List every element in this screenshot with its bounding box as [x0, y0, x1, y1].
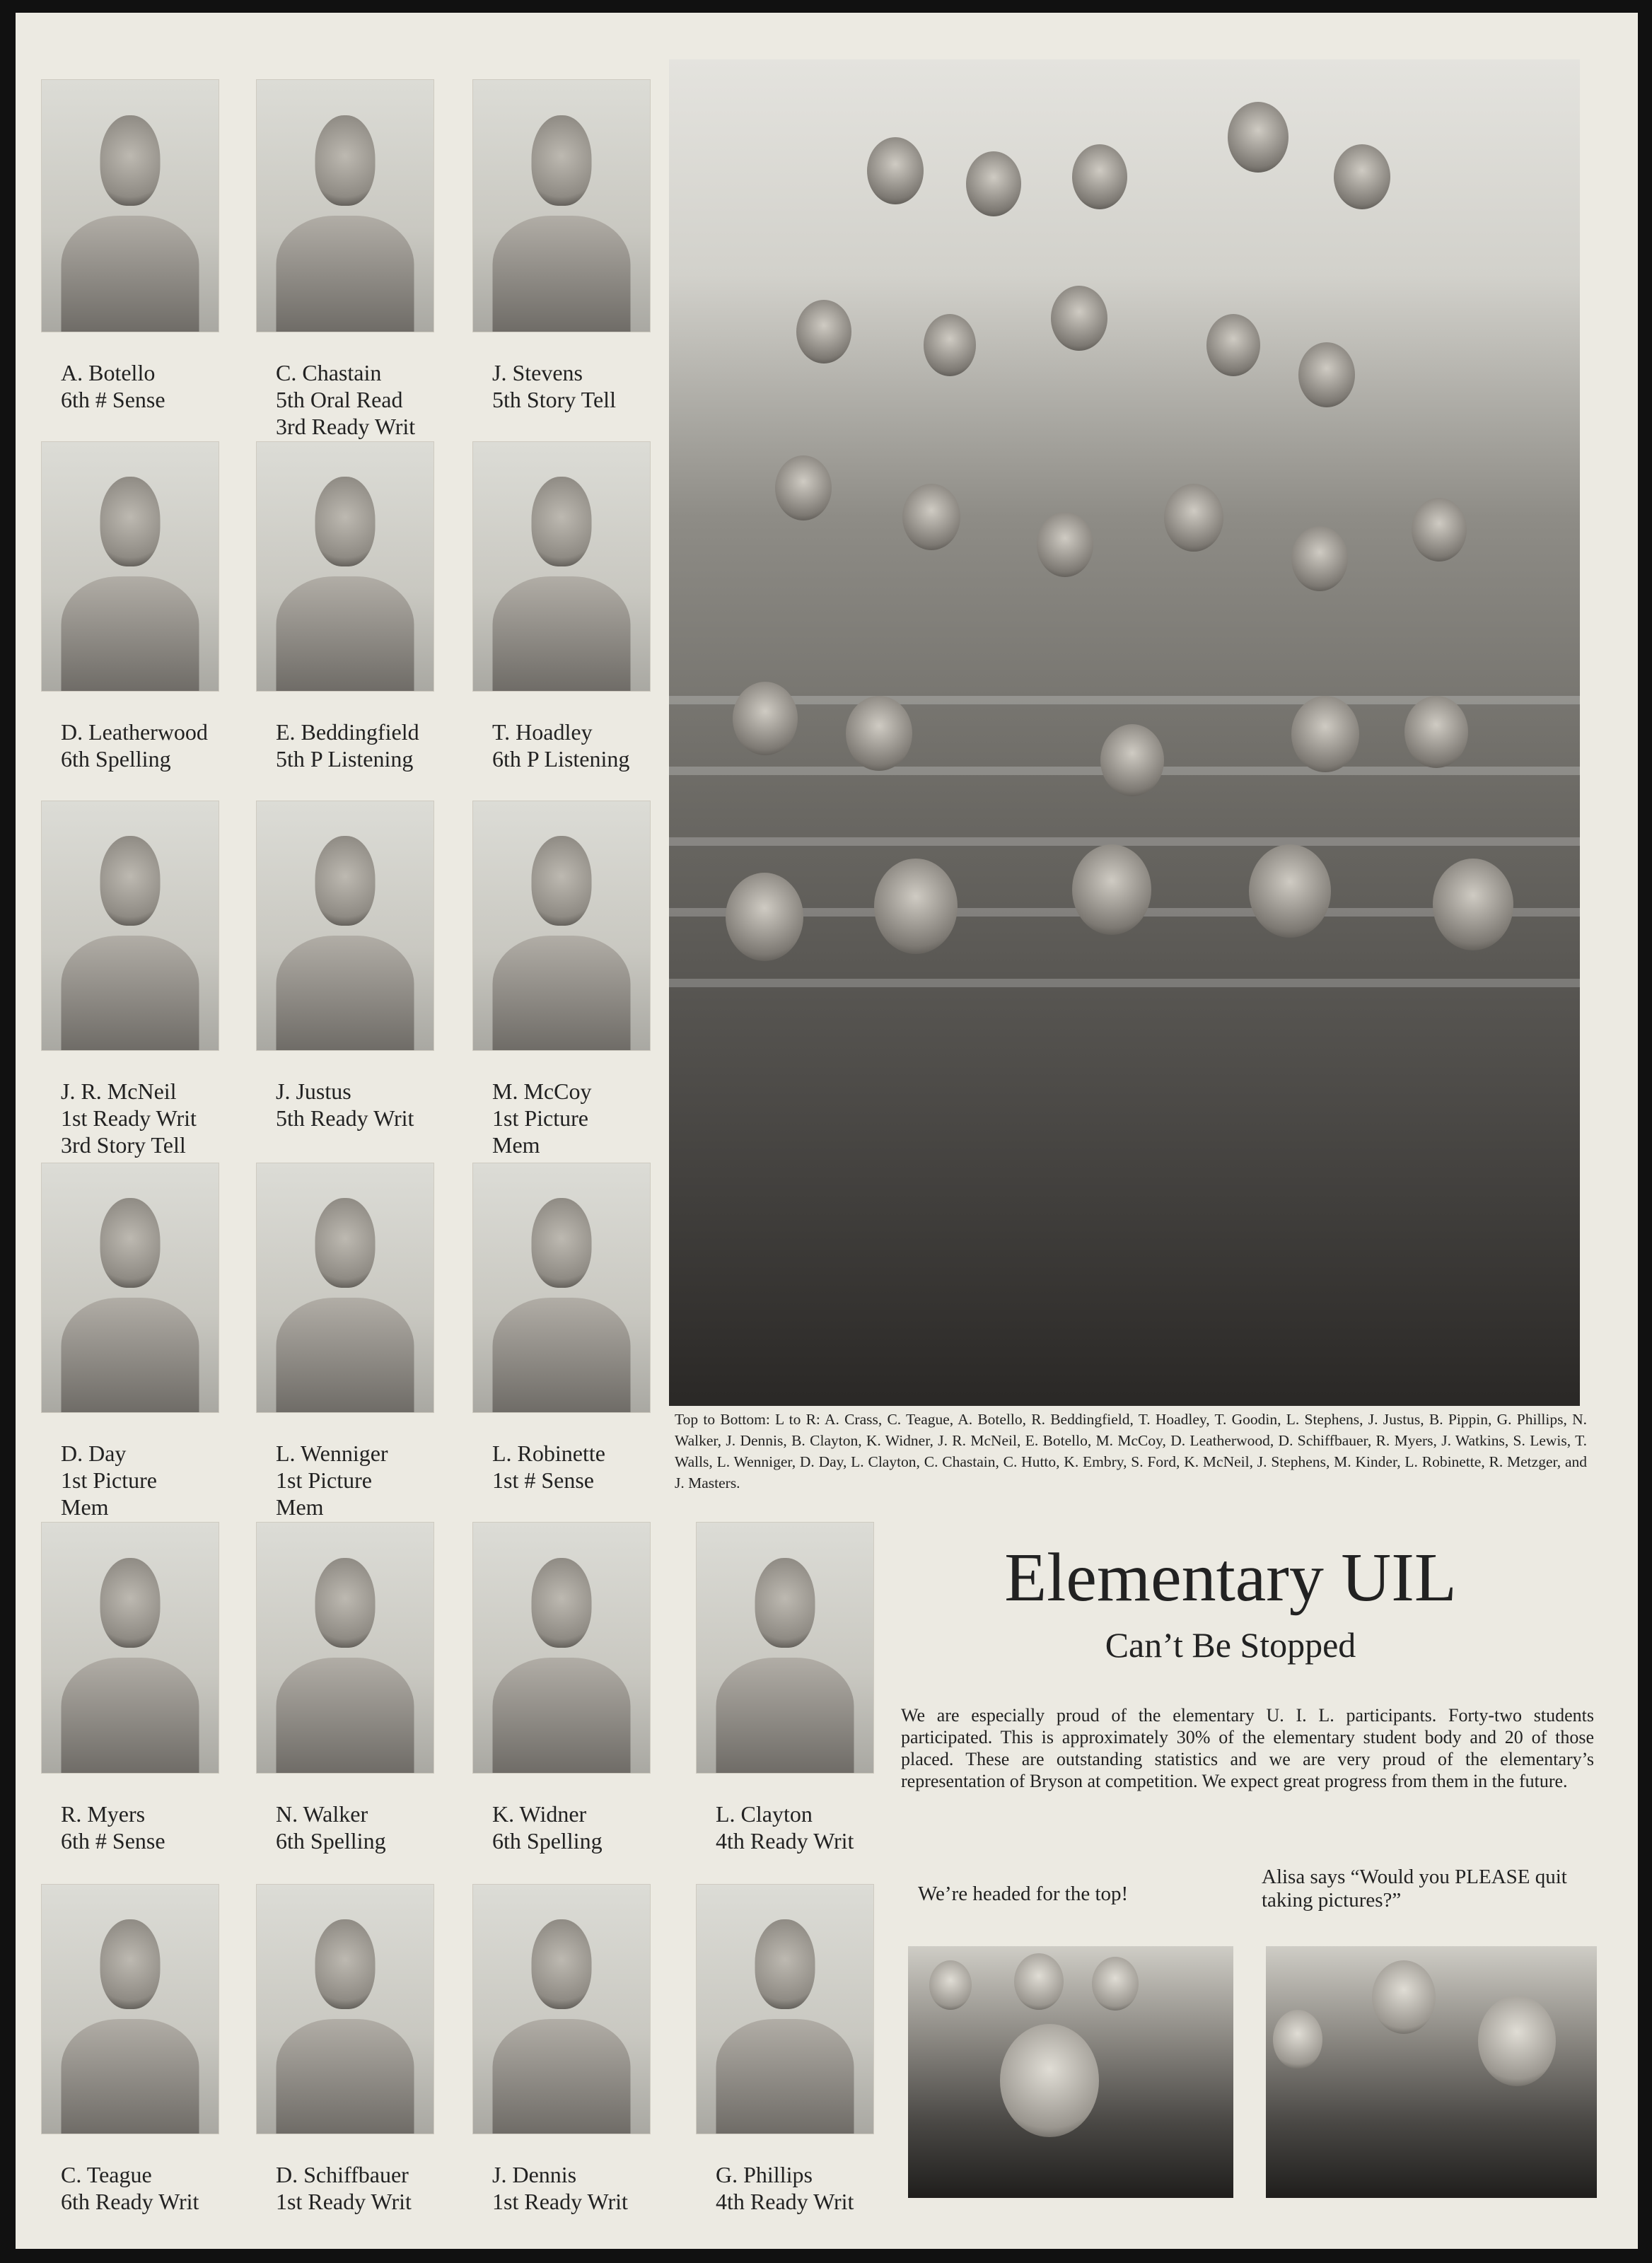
event-placement: Mem: [61, 1494, 109, 1520]
snapshot-caption: Alisa says “Would you PLEASE quit taking pictures?”: [1262, 1866, 1567, 1912]
portrait-body: [493, 1298, 631, 1412]
student-face: [924, 314, 976, 376]
portrait-head: [532, 477, 592, 566]
student-name: D. Day: [61, 1441, 127, 1466]
student-face: [1334, 144, 1390, 209]
student-name: K. Widner: [492, 1801, 587, 1827]
portrait-caption-r-myers: [61, 1800, 165, 1854]
portrait-body: [62, 936, 199, 1050]
event-placement: 6th # Sense: [61, 387, 165, 412]
student-face: [1014, 1953, 1064, 2010]
portrait-photo-j-justus: [256, 801, 434, 1051]
portrait-head: [532, 836, 592, 926]
event-placement: 5th P Listening: [276, 746, 414, 772]
portrait-caption-j-r-mcneil: [61, 1078, 197, 1158]
student-name: L. Robinette: [492, 1441, 605, 1466]
portrait-body: [62, 576, 199, 691]
student-face: [874, 859, 958, 954]
portrait-photo-j-r-mcneil: [41, 801, 219, 1051]
student-face: [867, 137, 924, 204]
event-placement: 6th Spelling: [492, 1828, 603, 1854]
student-face: [1037, 512, 1093, 577]
event-placement: 5th Story Tell: [492, 387, 616, 412]
student-face: [1404, 696, 1468, 768]
student-name: E. Beddingfield: [276, 719, 419, 745]
portrait-head: [755, 1558, 815, 1648]
portrait-photo-m-mccoy: [472, 801, 651, 1051]
event-placement: Mem: [492, 1132, 540, 1158]
event-placement: 6th P Listening: [492, 746, 630, 772]
student-face: [1228, 102, 1289, 173]
portrait-photo-l-robinette: [472, 1163, 651, 1413]
portrait-head: [315, 115, 376, 206]
event-placement: 1st # Sense: [492, 1467, 594, 1493]
student-name: J. Justus: [276, 1078, 351, 1104]
event-placement: 1st Ready Writ: [492, 2189, 628, 2214]
student-face: [1000, 2024, 1099, 2137]
portrait-body: [277, 1298, 414, 1412]
portrait-head: [532, 115, 592, 206]
portrait-photo-c-teague: [41, 1884, 219, 2134]
student-face: [796, 300, 851, 363]
event-placement: 1st Picture: [492, 1105, 588, 1131]
portrait-caption-j-justus: [276, 1078, 414, 1132]
event-placement: 6th Spelling: [276, 1828, 386, 1854]
portrait-photo-c-chastain: [256, 79, 434, 332]
student-face: [846, 696, 912, 771]
portrait-head: [532, 1558, 592, 1648]
event-placement: 6th # Sense: [61, 1828, 165, 1854]
portrait-body: [493, 936, 631, 1050]
portrait-photo-l-wenniger: [256, 1163, 434, 1413]
student-face: [1051, 286, 1107, 351]
portrait-body: [277, 216, 414, 332]
portrait-head: [100, 1558, 161, 1648]
portrait-body: [277, 1658, 414, 1773]
portrait-head: [532, 1198, 592, 1288]
article-subhead: Can’t Be Stopped: [1105, 1625, 1356, 1665]
portrait-head: [100, 477, 161, 566]
portrait-head: [100, 1919, 161, 2009]
portrait-head: [532, 1919, 592, 2009]
portrait-body: [493, 2019, 631, 2134]
student-face: [726, 873, 803, 961]
student-face: [1100, 724, 1164, 796]
portrait-caption-l-robinette: [492, 1440, 605, 1494]
student-name: D. Leatherwood: [61, 719, 208, 745]
portrait-caption-t-hoadley: [492, 719, 629, 772]
event-placement: 1st Picture: [61, 1467, 157, 1493]
student-face: [1372, 1960, 1436, 2034]
portrait-caption-j-stevens: [492, 359, 616, 413]
student-name: G. Phillips: [716, 2162, 813, 2187]
portrait-photo-j-stevens: [472, 79, 651, 332]
portrait-body: [62, 2019, 199, 2134]
student-name: N. Walker: [276, 1801, 368, 1827]
student-name: L. Clayton: [716, 1801, 813, 1827]
portrait-body: [493, 576, 631, 691]
group-photo: [669, 59, 1580, 1406]
event-placement: 1st Ready Writ: [276, 2189, 412, 2214]
portrait-caption-d-schiffbauer: [276, 2161, 412, 2215]
student-face: [1478, 1996, 1556, 2086]
snapshot-caption: We’re headed for the top!: [918, 1883, 1129, 1905]
bleacher-step: [669, 979, 1580, 987]
student-face: [1273, 2010, 1322, 2069]
event-placement: 3rd Story Tell: [61, 1132, 186, 1158]
student-name: M. McCoy: [492, 1078, 592, 1104]
student-name: C. Teague: [61, 2162, 152, 2187]
student-face: [1092, 1957, 1139, 2011]
student-face: [1072, 844, 1151, 935]
portrait-head: [315, 477, 376, 566]
bus-snapshot: [1266, 1946, 1597, 2198]
portrait-body: [493, 1658, 631, 1773]
portrait-body: [62, 1658, 199, 1773]
portrait-photo-d-leatherwood: [41, 441, 219, 692]
article-headline: Elementary UIL: [1004, 1540, 1457, 1616]
student-name: C. Chastain: [276, 360, 382, 385]
student-face: [1206, 314, 1260, 376]
portrait-caption-g-phillips: [716, 2161, 854, 2215]
event-placement: 5th Oral Read: [276, 387, 403, 412]
portrait-caption-c-teague: [61, 2161, 199, 2215]
event-placement: 6th Ready Writ: [61, 2189, 199, 2214]
portrait-head: [100, 1198, 161, 1288]
portrait-photo-r-myers: [41, 1522, 219, 1774]
portrait-body: [62, 216, 199, 332]
event-placement: 1st Ready Writ: [61, 1105, 197, 1131]
student-face: [775, 455, 832, 520]
portrait-body: [493, 216, 631, 332]
event-placement: 4th Ready Writ: [716, 2189, 854, 2214]
portrait-caption-d-leatherwood: [61, 719, 208, 772]
portrait-caption-l-clayton: [716, 1800, 854, 1854]
student-face: [1433, 859, 1513, 950]
portrait-body: [277, 576, 414, 691]
portrait-head: [100, 836, 161, 926]
student-name: D. Schiffbauer: [276, 2162, 409, 2187]
event-placement: 6th Spelling: [61, 746, 171, 772]
portrait-body: [716, 1658, 854, 1773]
portrait-body: [716, 2019, 854, 2134]
student-name: A. Botello: [61, 360, 156, 385]
student-face: [902, 484, 960, 550]
portrait-body: [62, 1298, 199, 1412]
student-name: J. R. McNeil: [61, 1078, 177, 1104]
portrait-caption-e-beddingfield: [276, 719, 419, 772]
portrait-photo-d-schiffbauer: [256, 1884, 434, 2134]
group-photo-caption: Top to Bottom: L to R: A. Crass, C. Teague, A. Botello, R. Beddingfield, T. Hoadley, T. Goodin, L. Stephens, J. Justus, B. Pippin, G. Phillips, N. Walker, J. Dennis, B. Clayton, K. Widner, J. R. McNeil, E. Botello, M. McCoy, D. Leatherwood, D. Schiffbauer, R. Myers, J. Watkins, S. Lewis, T. Walls, L. Wenniger, D. Day, L. Clayton, C. Chastain, C. Hutto, K. Embry, S. Ford, K. McNeil, J. Stephens, M. Kinder, L. Robinette, R. Metzger, and J. Masters.: [675, 1411, 1587, 1491]
student-name: J. Dennis: [492, 2162, 577, 2187]
event-placement: Mem: [276, 1494, 324, 1520]
bleacher-step: [669, 837, 1580, 846]
portrait-head: [315, 1919, 376, 2009]
portrait-caption-m-mccoy: [492, 1078, 591, 1158]
portrait-photo-n-walker: [256, 1522, 434, 1774]
portrait-photo-j-dennis: [472, 1884, 651, 2134]
event-placement: 5th Ready Writ: [276, 1105, 414, 1131]
portrait-caption-l-wenniger: [276, 1440, 388, 1520]
portrait-caption-k-widner: [492, 1800, 603, 1854]
portrait-photo-g-phillips: [696, 1884, 874, 2134]
student-name: J. Stevens: [492, 360, 583, 385]
event-placement: 4th Ready Writ: [716, 1828, 854, 1854]
student-face: [929, 1960, 972, 2010]
event-placement: 3rd Ready Writ: [276, 414, 416, 439]
portrait-caption-a-botello: [61, 359, 165, 413]
portrait-head: [315, 1558, 376, 1648]
portrait-caption-c-chastain: [276, 359, 415, 440]
student-face: [733, 682, 798, 755]
portrait-photo-l-clayton: [696, 1522, 874, 1774]
student-face: [1412, 498, 1467, 562]
event-placement: 1st Picture: [276, 1467, 372, 1493]
student-face: [1291, 696, 1359, 772]
portrait-caption-n-walker: [276, 1800, 386, 1854]
portrait-photo-t-hoadley: [472, 441, 651, 692]
portrait-photo-k-widner: [472, 1522, 651, 1774]
article-body: We are especially proud of the elementary U. I. L. participants. Forty-two students participated. This is approximately 30% of the elementary student body and 20 of those placed. These are outstanding statistics and we are very proud of the elementary’s representation of Bryson at competition. We expect great progress from them in the future.: [901, 1705, 1594, 1791]
portrait-photo-d-day: [41, 1163, 219, 1413]
student-face: [1072, 144, 1127, 209]
portrait-head: [100, 115, 161, 206]
portrait-body: [277, 936, 414, 1050]
student-name: L. Wenniger: [276, 1441, 388, 1466]
portrait-body: [277, 2019, 414, 2134]
bus-snapshot: [908, 1946, 1233, 2198]
student-face: [1298, 342, 1355, 407]
portrait-caption-j-dennis: [492, 2161, 628, 2215]
student-face: [1164, 484, 1223, 552]
portrait-photo-a-botello: [41, 79, 219, 332]
student-name: R. Myers: [61, 1801, 146, 1827]
portrait-head: [315, 836, 376, 926]
portrait-head: [755, 1919, 815, 2009]
student-face: [966, 151, 1021, 216]
student-face: [1291, 526, 1348, 591]
portrait-head: [315, 1198, 376, 1288]
student-face: [1249, 844, 1331, 938]
portrait-photo-e-beddingfield: [256, 441, 434, 692]
student-name: T. Hoadley: [492, 719, 593, 745]
